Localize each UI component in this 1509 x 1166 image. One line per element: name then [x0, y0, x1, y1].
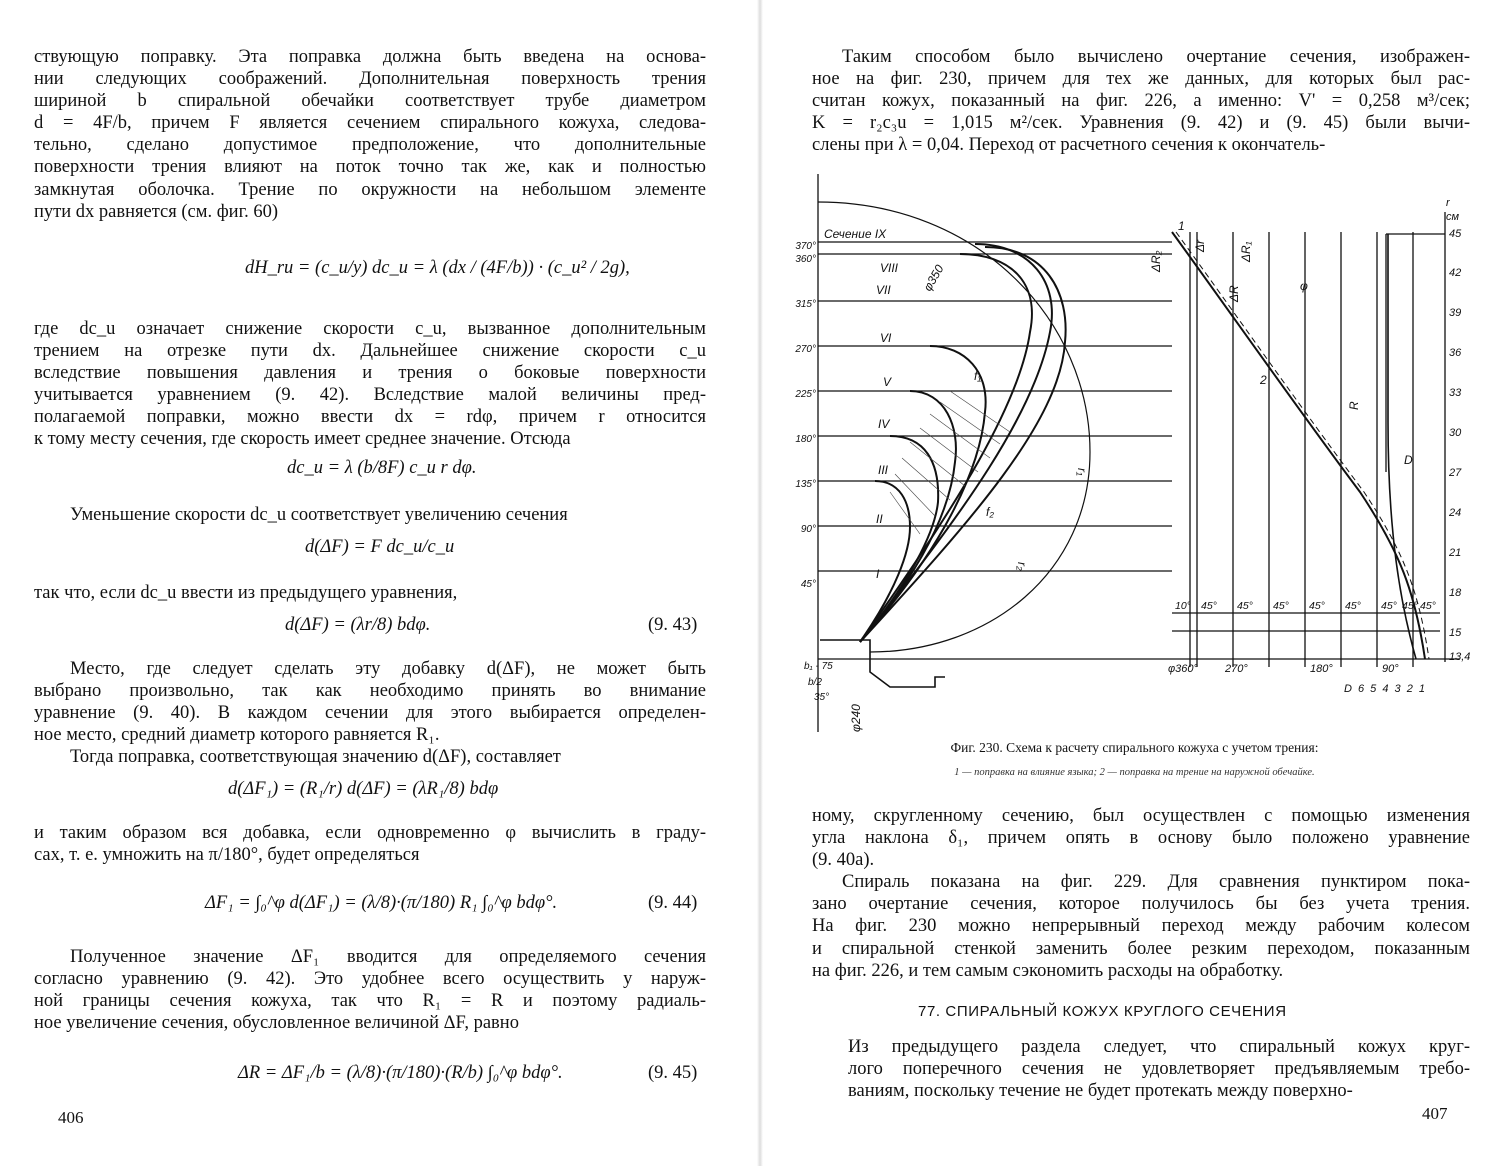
text-line: слены при λ = 0,04. Переход от расчетного сечения к окончатель- — [812, 135, 1326, 156]
paragraph-obtained — [34, 946, 706, 1034]
angle-label-3: 270° — [795, 344, 816, 355]
text-line: ному, скругленному сечению, был осуществлен с помощью изменения — [812, 806, 1470, 826]
r-tick-0: 45 — [1449, 228, 1462, 240]
label-b-half: b/2 — [808, 677, 822, 688]
text-line: зано очертание сечения, которое получилось бы без учета трения. — [812, 894, 1470, 915]
text-line: лого поперечного сечения не удовлетворяет предъявляемым требо- — [848, 1059, 1470, 1080]
r-tick-1: 42 — [1449, 267, 1462, 279]
equation-dDeltaF1: d(ΔF₁) = (R₁/r) d(ΔF) = (λR₁/8) bdφ — [228, 779, 499, 799]
text-line: пути dx равняется (см. фиг. 60) — [34, 201, 278, 222]
phi-segment-8: 45° — [1420, 600, 1436, 612]
text-line: (9. 40а). — [812, 850, 875, 871]
equation-9-44: ΔF₁ = ∫₀^φ d(ΔF₁) = (λ/8)·(π/180) R₁ ∫₀^φ bdφ°. — [205, 893, 558, 913]
r-tick-2: 39 — [1449, 307, 1462, 319]
text-line: сах, т. е. умножить на π/180°, будет определяться — [34, 845, 420, 866]
text-line: замкнутая оболочка. Трение по окружности на небольшом элементе — [34, 179, 706, 200]
section-label: Сечение IX — [824, 227, 887, 241]
right-page — [760, 0, 1509, 1166]
label-deltaR1: ΔR₁ — [1239, 241, 1253, 262]
r-tick-11: 13,4 — [1449, 651, 1471, 663]
phi-segment-5: 45° — [1345, 600, 1361, 612]
paragraph-dcu — [34, 318, 706, 451]
text-line: K = r₂c₃u = 1,015 м²/сек. Уравнения (9. 42) и (9. 45) были вычи- — [812, 113, 1470, 134]
phi-segment-3: 45° — [1273, 600, 1289, 612]
text-line: где dc_u означает снижение скорости c_u, вызванное дополнительным — [34, 319, 706, 339]
text-line: уравнение (9. 40). В каждом сечении для этого выбирается определен- — [34, 703, 706, 724]
label-f1: f₁ — [974, 369, 982, 383]
paragraph-continuation — [812, 805, 1470, 982]
roman-label-5: III — [878, 463, 889, 477]
equation-dHru: dH_ru = (c_u/y) dc_u = λ (dx / (4F/b)) · (c_u² / 2g), — [245, 258, 630, 278]
paragraph-intro — [34, 46, 706, 223]
equation-number-9-45: (9. 45) — [648, 1063, 698, 1083]
text-line: к тому месту сечения, где скорость имеет среднее значение. Отсюда — [34, 429, 571, 450]
text-line: трением на отрезке пути dx. Дальнейшее снижение скорости c_u — [34, 341, 706, 362]
paragraph-total — [34, 822, 706, 866]
angle-label-1: 360° — [795, 254, 816, 265]
label-r2: r₂ — [1015, 562, 1029, 571]
section-profiles — [860, 244, 1066, 642]
paragraph-reduction — [34, 504, 706, 526]
r-tick-8: 21 — [1449, 547, 1462, 559]
text-line: ное на фиг. 230, причем для тех же данных, для которых был рас- — [812, 69, 1470, 90]
angle-label-0: 370° — [795, 241, 816, 252]
text-line: ное увеличение сечения, обусловленное величиной ΔF, равно — [34, 1013, 519, 1034]
angle-label-2: 315° — [795, 299, 816, 310]
text-line: согласно уравнению (9. 42). Это удобнее всего осуществить у наруж- — [34, 969, 706, 990]
text-line: вследствие повышения давления и трения о боковые поверхности — [34, 363, 706, 384]
label-phi350: φ350 — [920, 262, 947, 294]
text-line: ваниям, поскольку течение не будет протекать между поверхно- — [848, 1081, 1353, 1102]
label-deltaR2: ΔR₂ — [1149, 250, 1163, 272]
r-axis-unit: см — [1446, 211, 1460, 223]
text-line: выбрано произвольно, так как необходимо принять во внимание — [34, 681, 706, 702]
text-line: нии следующих соображений. Дополнительная поверхность трения — [34, 69, 706, 90]
label-D: D — [1404, 453, 1413, 467]
equation-9-43: d(ΔF) = (λr/8) bdφ. — [285, 615, 431, 635]
section-heading: 77. СПИРАЛЬНЫЙ КОЖУХ КРУГЛОГО СЕЧЕНИЯ — [918, 1003, 1287, 1020]
roman-label-1: VII — [876, 283, 891, 297]
text-line: Из предыдущего раздела следует, что спиральный кожух круг- — [848, 1037, 1470, 1057]
text-line: полагаемой поправки, можно ввести dx = rdφ, причем r относится — [34, 407, 706, 428]
r-tick-3: 36 — [1449, 347, 1462, 359]
text-line: угла наклона δ₁, причем опять в основу было положено уравнение — [812, 828, 1470, 849]
text-line: Спираль показана на фиг. 229. Для сравнения пунктиром пока- — [842, 872, 1470, 893]
label-f2: f₂ — [986, 505, 994, 519]
equation-9-45: ΔR = ΔF₁/b = (λ/8)·(π/180)·(R/b) ∫₀^φ bdφ°. — [238, 1063, 563, 1083]
angle-label-7: 90° — [800, 524, 816, 535]
text-line: Место, где следует сделать эту добавку d(ΔF), не может быть — [70, 659, 706, 679]
roman-label-0: VIII — [880, 261, 899, 275]
label-phi240: φ240 — [849, 704, 863, 732]
r-tick-9: 18 — [1449, 587, 1462, 599]
figure-caption: Фиг. 230. Схема к расчету спирального кожуха с учетом трения: — [950, 740, 1319, 755]
r-tick-7: 24 — [1449, 507, 1462, 519]
page-number-right: 407 — [1422, 1104, 1448, 1123]
text-line: так что, если dc_u ввести из предыдущего уравнения, — [34, 583, 458, 603]
equation-number-9-43: (9. 43) — [648, 615, 698, 635]
label-delta-r: Δr — [1193, 239, 1207, 252]
label-2: 2 — [1260, 373, 1267, 387]
phi-axis-0: φ360° — [1168, 663, 1198, 675]
roman-label-4: IV — [878, 417, 890, 431]
angle-label-5: 180° — [795, 434, 816, 445]
impeller-hub — [820, 640, 945, 687]
text-line: Уменьшение скорости dc_u соответствует увеличению сечения — [70, 505, 568, 525]
roman-label-2: VI — [880, 331, 892, 345]
r-tick-5: 30 — [1449, 427, 1462, 439]
phi-axis-2: 180° — [1310, 663, 1333, 675]
label-R: R — [1347, 401, 1361, 410]
text-line: ное место, средний диаметр которого равняется R₁. — [34, 725, 440, 746]
text-line: ной границы сечения кожуха, так что R₁ = R и поэтому радиаль- — [34, 991, 706, 1012]
roman-label-7: I — [876, 567, 880, 581]
text-line: Полученное значение ΔF₁ вводится для определяемого сечения — [70, 947, 706, 967]
text-line: На фиг. 230 можно непрерывный переход между рабочим колесом — [812, 916, 1470, 937]
label-phi: φ — [1300, 279, 1308, 293]
text-line: Таким способом было вычислено очертание сечения, изображен- — [842, 47, 1470, 67]
paragraph-method — [812, 46, 1470, 156]
equation-dcu: dc_u = λ (b/8F) c_u r dφ. — [287, 458, 477, 478]
text-line: поверхности трения влияют на поток точно так же, как и полностью — [34, 157, 706, 178]
text-line: учитывается уравнением (9. 42). Вследствие малой величины пред- — [34, 385, 706, 406]
r-axis-title: r — [1446, 197, 1450, 209]
label-deltaR: ΔR — [1227, 285, 1241, 302]
paragraph-section-77 — [812, 1036, 1470, 1102]
roman-label-6: II — [876, 512, 883, 526]
radius-curve — [1172, 232, 1425, 659]
phi-segment-2: 45° — [1237, 600, 1253, 612]
phi-axis-1: 270° — [1225, 663, 1248, 675]
phi-segment-1: 45° — [1201, 600, 1217, 612]
phi-segment-7: 45° — [1402, 600, 1418, 612]
phi-segment-4: 45° — [1309, 600, 1325, 612]
r-tick-6: 27 — [1449, 467, 1462, 479]
text-line: считан кожух, показанный на фиг. 226, а именно: V' = 0,258 м³/сек; — [812, 91, 1470, 112]
radius-curve-dashed — [1176, 232, 1429, 659]
text-line: и спиральной стенкой заменить более резким переходом, показанным — [812, 938, 1470, 959]
label-1: 1 — [1178, 219, 1185, 233]
text-line: Тогда поправка, соответствующая значению d(ΔF), составляет — [70, 747, 561, 768]
angle-label-8: 45° — [800, 579, 816, 590]
phi-segment-6: 45° — [1381, 600, 1397, 612]
text-line: ствующую поправку. Эта поправка должна быть введена на основа- — [34, 47, 706, 67]
label-35deg: 35° — [814, 692, 830, 703]
equation-number-9-44: (9. 44) — [648, 893, 698, 913]
phi-axis-3: 90° — [1382, 663, 1399, 675]
paragraph-so-that — [34, 582, 706, 604]
page-number-left: 406 — [58, 1108, 84, 1127]
figure-caption-sub: 1 — поправка на влияние языка; 2 — поправка на трение на наружной обечайке. — [954, 767, 1315, 778]
text-line: d = 4F/b, причем F является сечением спирального кожуха, следова- — [34, 113, 706, 134]
figure-230-diagram — [760, 172, 1509, 732]
label-b1: b₁ - 75 — [804, 661, 833, 672]
roman-label-3: V — [883, 375, 892, 389]
angle-label-4: 225° — [795, 389, 816, 400]
text-line: тельно, сделано допустимое предположение, что дополнительные — [34, 135, 706, 156]
r-tick-10: 15 — [1449, 627, 1462, 639]
d-axis-label: D 6 5 4 3 2 1 — [1344, 683, 1427, 695]
text-line: шириной b спиральной обечайки соответствует трубе диаметром — [34, 91, 706, 112]
angle-label-6: 135° — [795, 479, 816, 490]
label-r1: r₁ — [1075, 468, 1089, 476]
r-tick-4: 33 — [1449, 387, 1462, 399]
phi-segment-0: 10° — [1175, 600, 1191, 612]
text-line: и таким образом вся добавка, если одновременно φ вычислить в граду- — [34, 823, 706, 843]
equation-dDeltaF: d(ΔF) = F dc_u/c_u — [305, 537, 455, 557]
text-line: на фиг. 226, и тем самым сэкономить расходы на обработку. — [812, 960, 1284, 981]
paragraph-place — [34, 658, 706, 768]
